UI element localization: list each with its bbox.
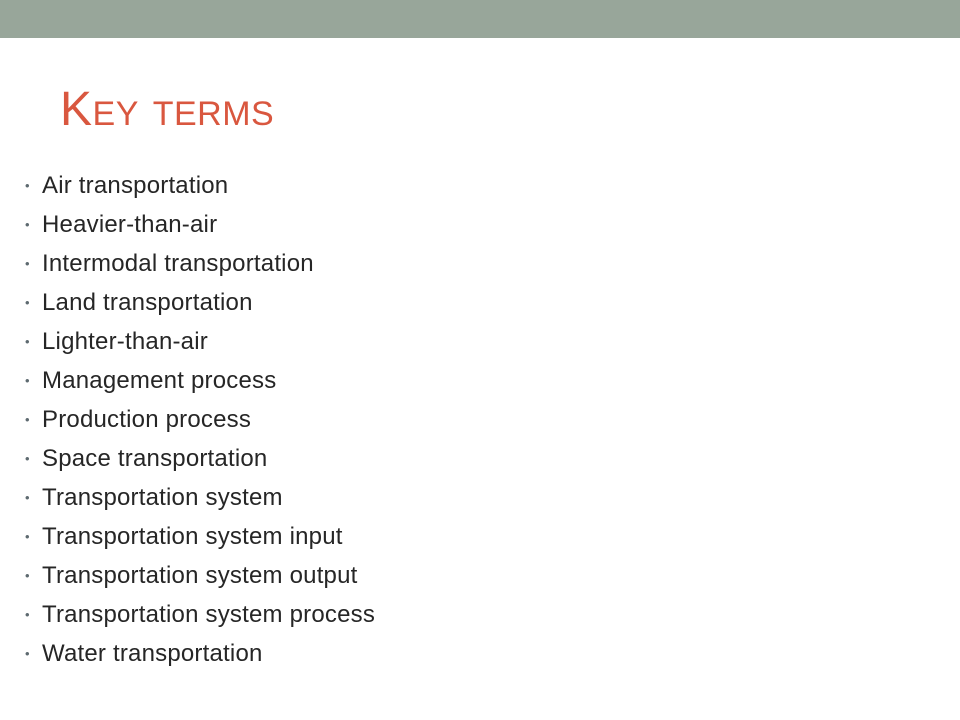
list-item bbox=[25, 634, 375, 673]
list-item bbox=[25, 478, 375, 517]
top-accent-band bbox=[0, 0, 960, 38]
term-label: Transportation system input bbox=[42, 523, 343, 550]
list-item bbox=[25, 439, 375, 478]
bullet-icon: • bbox=[25, 568, 30, 583]
list-item bbox=[25, 166, 375, 205]
bullet-icon: • bbox=[25, 607, 30, 622]
term-label: Transportation system bbox=[42, 484, 283, 511]
list-item bbox=[25, 556, 375, 595]
bullet-icon: • bbox=[25, 256, 30, 271]
bullet-icon: • bbox=[25, 295, 30, 310]
list-item bbox=[25, 400, 375, 439]
bullet-icon: • bbox=[25, 334, 30, 349]
term-label: Transportation system output bbox=[42, 562, 358, 589]
bullet-icon: • bbox=[25, 490, 30, 505]
term-label: Space transportation bbox=[42, 445, 268, 472]
slide-title: Key terms bbox=[60, 83, 275, 136]
list-item bbox=[25, 517, 375, 556]
bullet-icon: • bbox=[25, 217, 30, 232]
term-label: Lighter-than-air bbox=[42, 328, 208, 355]
bullet-icon: • bbox=[25, 412, 30, 427]
list-item bbox=[25, 205, 375, 244]
list-item bbox=[25, 361, 375, 400]
bullet-icon: • bbox=[25, 451, 30, 466]
term-label: Land transportation bbox=[42, 289, 253, 316]
list-item bbox=[25, 595, 376, 634]
term-label: Water transportation bbox=[42, 640, 263, 667]
bullet-icon: • bbox=[25, 529, 30, 544]
bullet-icon: • bbox=[25, 373, 30, 388]
term-label: Intermodal transportation bbox=[42, 250, 314, 277]
bullet-icon: • bbox=[25, 178, 30, 193]
term-label: Production process bbox=[42, 406, 252, 433]
term-label: Transportation system process bbox=[42, 601, 376, 628]
list-item bbox=[25, 244, 375, 283]
bullet-icon: • bbox=[25, 646, 30, 661]
list-item bbox=[25, 283, 375, 322]
term-label: Air transportation bbox=[42, 172, 229, 199]
term-label: Management process bbox=[42, 367, 277, 394]
key-terms-list bbox=[25, 166, 376, 673]
list-item bbox=[25, 322, 375, 361]
term-label: Heavier-than-air bbox=[42, 211, 218, 238]
